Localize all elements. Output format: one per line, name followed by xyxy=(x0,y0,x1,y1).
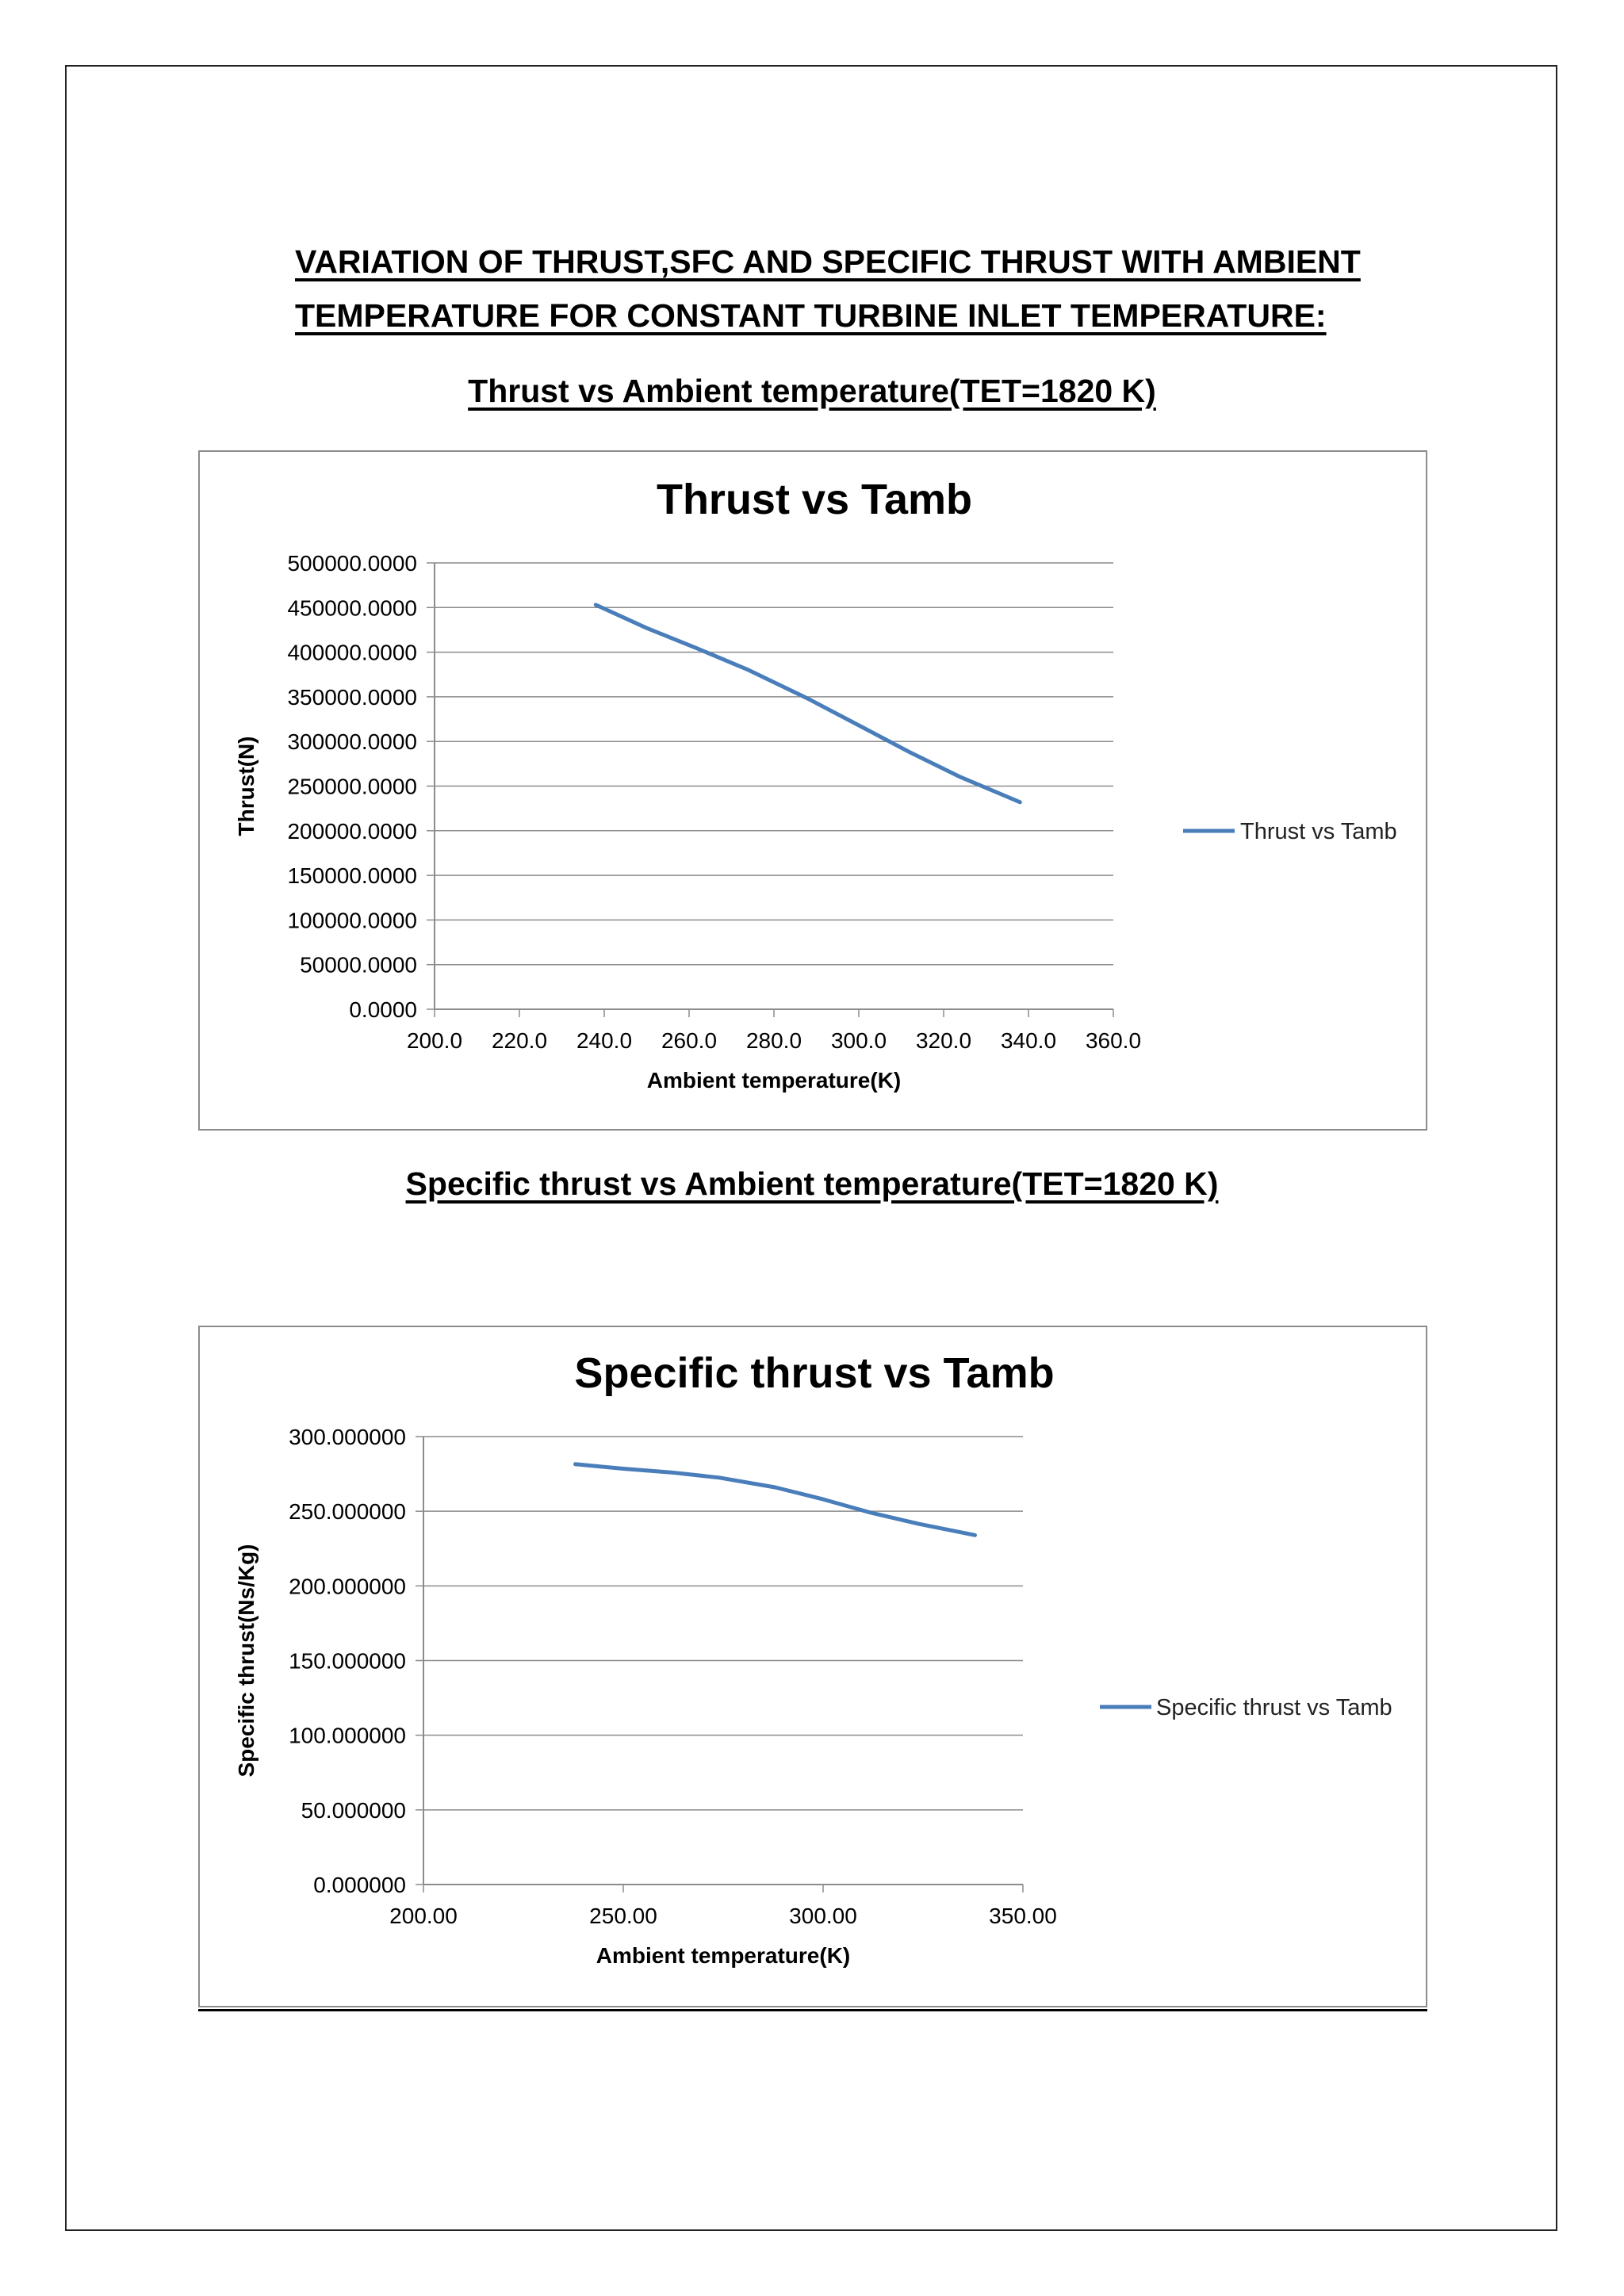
y-tick-label: 0.000000 xyxy=(313,1873,406,1897)
x-tick-label: 340.0 xyxy=(1000,1028,1057,1053)
section-title-specific-thrust: Specific thrust vs Ambient temperature(TET=1820 K) xyxy=(405,1165,1219,1202)
y-tick-label: 200000.0000 xyxy=(287,818,417,844)
x-tick-label: 280.0 xyxy=(745,1028,802,1053)
y-tick-label: 200.000000 xyxy=(289,1574,406,1599)
x-tick-label: 300.0 xyxy=(830,1028,887,1053)
x-tick-label: 260.0 xyxy=(661,1028,718,1053)
y-tick-label: 50000.0000 xyxy=(300,952,417,978)
y-tick-label: 250000.0000 xyxy=(287,774,417,799)
y-tick-label: 100000.0000 xyxy=(287,908,417,933)
y-axis-label: Specific thrust(Ns/Kg) xyxy=(234,1544,259,1777)
chart-title: Specific thrust vs Tamb xyxy=(574,1349,1055,1397)
document-heading-line2: TEMPERATURE FOR CONSTANT TURBINE INLET TEMPERATURE: xyxy=(295,297,1327,334)
y-tick-label: 100.000000 xyxy=(289,1723,406,1748)
y-tick-label: 450000.0000 xyxy=(287,595,417,621)
legend-label: Specific thrust vs Tamb xyxy=(1156,1695,1392,1720)
y-tick-label: 350000.0000 xyxy=(287,684,417,710)
x-tick-label: 220.0 xyxy=(491,1028,548,1053)
legend-label: Thrust vs Tamb xyxy=(1240,819,1397,844)
series-line xyxy=(596,605,1020,802)
series-line xyxy=(576,1464,975,1536)
y-tick-label: 150000.0000 xyxy=(287,863,417,889)
y-tick-label: 400000.0000 xyxy=(287,640,417,665)
y-tick-label: 300000.0000 xyxy=(287,729,417,755)
y-tick-label: 0.0000 xyxy=(349,997,417,1022)
x-tick-label: 350.00 xyxy=(989,1904,1057,1928)
y-tick-label: 50.000000 xyxy=(301,1797,406,1823)
document-heading-line1: VARIATION OF THRUST,SFC AND SPECIFIC THRUST WITH AMBIENT xyxy=(295,243,1361,280)
specific-thrust-chart xyxy=(200,1327,1429,2009)
x-tick-label: 250.00 xyxy=(589,1904,657,1928)
y-tick-label: 150.000000 xyxy=(289,1648,406,1674)
x-tick-label: 300.00 xyxy=(789,1904,857,1928)
x-axis-label: Ambient temperature(K) xyxy=(646,1068,902,1093)
y-tick-label: 300.000000 xyxy=(289,1425,406,1449)
bottom-rule xyxy=(198,2009,1427,2011)
section-title-thrust: Thrust vs Ambient temperature(TET=1820 K) xyxy=(468,373,1156,409)
x-tick-label: 200.00 xyxy=(389,1904,458,1928)
x-tick-label: 360.0 xyxy=(1085,1028,1142,1053)
x-tick-label: 240.0 xyxy=(576,1028,633,1053)
x-tick-label: 320.0 xyxy=(915,1028,972,1053)
x-tick-label: 200.0 xyxy=(406,1028,463,1053)
y-axis-label: Thrust(N) xyxy=(234,736,259,836)
thrust-chart-frame xyxy=(198,450,1427,1131)
y-tick-label: 500000.0000 xyxy=(287,551,417,576)
chart-title: Thrust vs Tamb xyxy=(656,476,973,523)
specific-thrust-chart-frame xyxy=(198,1326,1427,2007)
y-tick-label: 250.000000 xyxy=(289,1499,406,1525)
x-axis-label: Ambient temperature(K) xyxy=(596,1943,851,1968)
thrust-chart xyxy=(200,452,1429,1132)
